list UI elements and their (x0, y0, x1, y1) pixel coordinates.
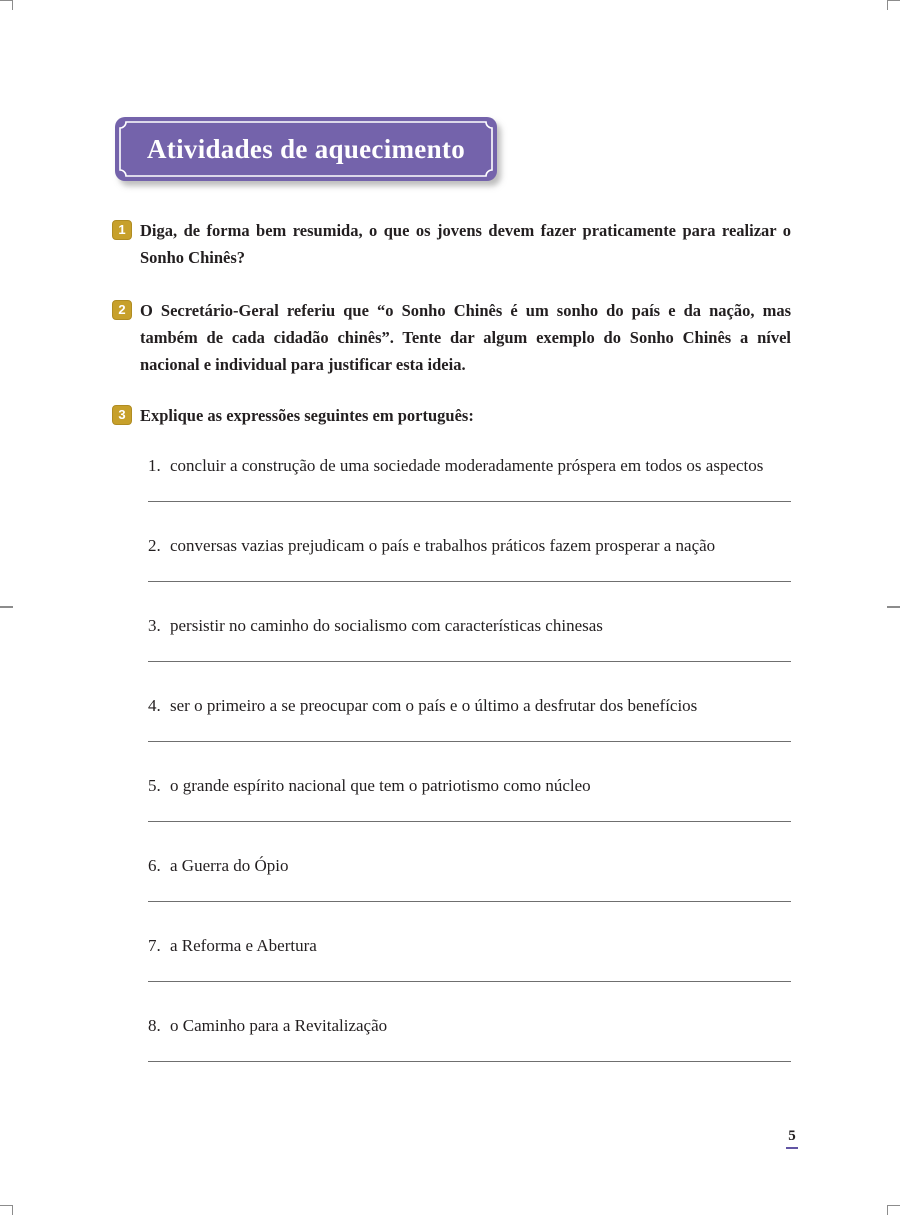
question-1-text: Diga, de forma bem resumida, o que os jovens devem fazer praticamente para realizar o Sonho Chinês? (140, 221, 791, 267)
expression-item-4-text: ser o primeiro a se preocupar com o país e o último a desfrutar dos benefícios (170, 696, 698, 715)
expression-item-1 (148, 452, 791, 479)
answer-line-4 (148, 741, 791, 742)
crop-mark-top-left-vertical (12, 0, 13, 10)
crop-mark-bottom-left-vertical (12, 1205, 13, 1215)
page-number: 5 (786, 1128, 798, 1149)
expression-item-3-text: persistir no caminho do socialismo com características chinesas (170, 616, 603, 635)
crop-mark-top-right-vertical (887, 0, 888, 10)
section-banner (115, 117, 497, 181)
expression-item-7 (148, 932, 791, 959)
expression-item-3-number: 3. (148, 616, 161, 635)
expression-item-1-text: concluir a construção de uma sociedade moderadamente próspera em todos os aspectos (170, 456, 764, 475)
expression-item-6-text: a Guerra do Ópio (170, 856, 289, 875)
expression-item-4 (148, 692, 791, 719)
question-3-number-badge: 3 (112, 405, 132, 425)
expression-item-4-number: 4. (148, 696, 161, 715)
question-1-number-badge: 1 (112, 220, 132, 240)
expression-item-2 (148, 532, 791, 559)
question-2-text: O Secretário-Geral referiu que “o Sonho Chinês é um sonho do país e da nação, mas também de cada cidadão chinês”. Tente dar algum exemplo do Sonho Chinês a nível nacional e individual para justificar esta ideia. (140, 301, 791, 374)
expression-item-1-number: 1. (148, 456, 161, 475)
crop-mark-bottom-right-vertical (887, 1205, 888, 1215)
expression-item-6 (148, 852, 791, 879)
question-1 (112, 217, 791, 271)
expression-item-5-text: o grande espírito nacional que tem o patriotismo como núcleo (170, 776, 591, 795)
section-title: Atividades de aquecimento (147, 133, 465, 164)
crop-mark-bottom-right-horizontal (887, 1205, 900, 1206)
answer-line-6 (148, 901, 791, 902)
question-3 (112, 402, 791, 429)
question-3-text: Explique as expressões seguintes em português: (140, 406, 474, 425)
expression-item-5-number: 5. (148, 776, 161, 795)
question-2 (112, 297, 791, 378)
question-2-number-badge: 2 (112, 300, 132, 320)
answer-line-7 (148, 981, 791, 982)
expression-item-8 (148, 1012, 791, 1039)
expression-item-3 (148, 612, 791, 639)
crop-mark-top-right-horizontal (887, 0, 900, 1)
expression-item-6-number: 6. (148, 856, 161, 875)
fold-mark-left (0, 606, 13, 608)
answer-line-2 (148, 581, 791, 582)
expression-item-2-number: 2. (148, 536, 161, 555)
expression-item-2-text: conversas vazias prejudicam o país e trabalhos práticos fazem prosperar a nação (170, 536, 716, 555)
expression-item-8-number: 8. (148, 1016, 161, 1035)
expression-item-8-text: o Caminho para a Revitalização (170, 1016, 388, 1035)
expression-item-5 (148, 772, 791, 799)
answer-line-1 (148, 501, 791, 502)
expressions-list (148, 452, 791, 1062)
expression-item-7-number: 7. (148, 936, 161, 955)
fold-mark-right (887, 606, 900, 608)
expression-item-7-text: a Reforma e Abertura (170, 936, 317, 955)
answer-line-5 (148, 821, 791, 822)
answer-line-8 (148, 1061, 791, 1062)
answer-line-3 (148, 661, 791, 662)
